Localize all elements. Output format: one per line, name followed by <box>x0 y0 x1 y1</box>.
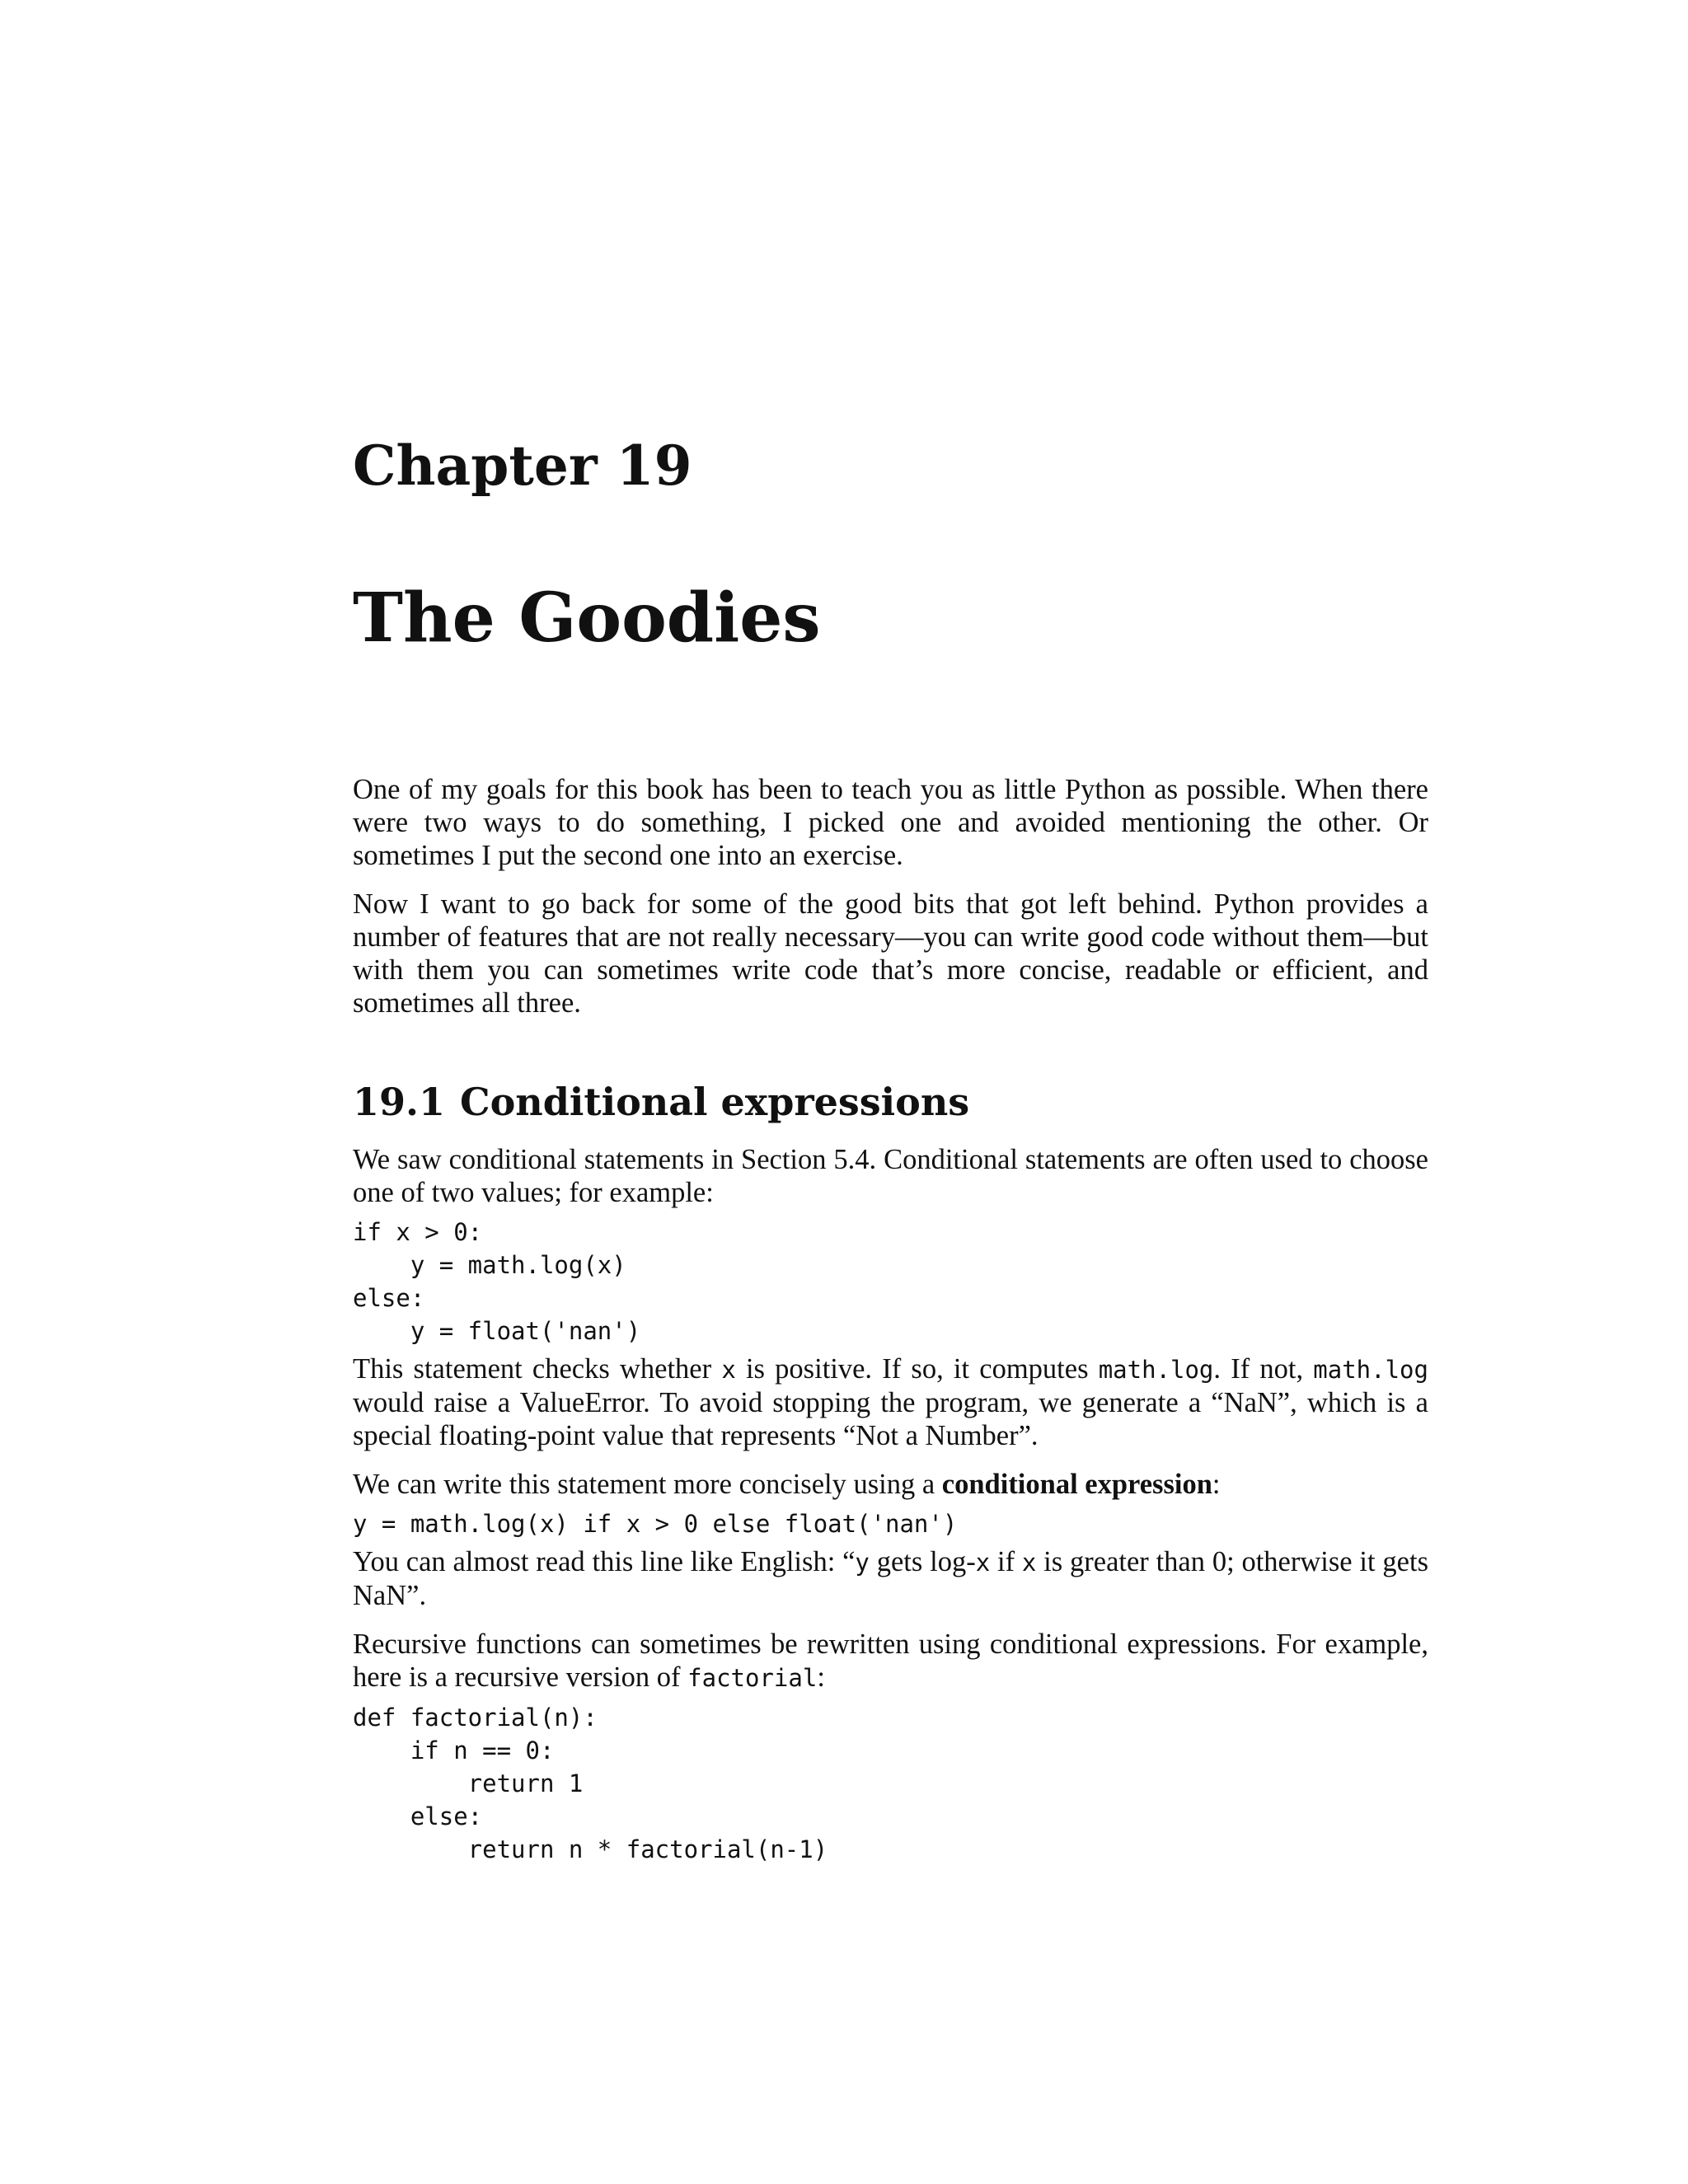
section-paragraph-3: We can write this statement more concisely using a conditional expression: <box>353 1469 1221 1500</box>
section-title: Conditional expressions <box>460 1080 970 1124</box>
section-paragraph-5: Recursive functions can sometimes be rewritten using conditional expressions. For example, here is a recursive version of factorial: <box>353 1629 1428 1693</box>
code-block-conditional-expression: y = math.log(x) if x > 0 else float('nan') <box>353 1510 958 1538</box>
inline-code: x <box>721 1356 736 1384</box>
bold-term: conditional expression <box>941 1469 1212 1500</box>
section-heading <box>353 1079 1428 1125</box>
section-number: 19.1 <box>353 1080 446 1124</box>
inline-code: math.log <box>1098 1356 1214 1384</box>
intro-paragraph-1: One of my goals for this book has been to teach you as little Python as possible. When there were two ways to do something, I picked one and avoided mentioning the other. Or sometimes I put the second one into an exercise. <box>353 774 1428 871</box>
inline-code: x <box>975 1549 991 1577</box>
code-block-factorial: def factorial(n): if n == 0: return 1 else: return n * factorial(n-1) <box>353 1704 828 1863</box>
chapter-label: Chapter 19 <box>353 434 692 498</box>
section-paragraph-4: You can almost read this line like English: “y gets log-x if x is greater than 0; otherwise it gets NaN”. <box>353 1546 1428 1611</box>
inline-code: x <box>1021 1549 1037 1577</box>
inline-code: math.log <box>1313 1356 1428 1384</box>
page-body <box>353 773 1428 1871</box>
section-paragraph-2: This statement checks whether x is positive. If so, it computes math.log. If not, math.log would raise a ValueError. To avoid stopping the program, we generate a “NaN”, which is a special floating-point value that represents “Not a Number”. <box>353 1353 1428 1451</box>
section-paragraph-1: We saw conditional statements in Section 5.4. Conditional statements are often used to choose one of two values; for example: <box>353 1144 1428 1208</box>
intro-paragraph-2: Now I want to go back for some of the good bits that got left behind. Python provides a number of features that are not really necessary—you can write good code without them—but with them you can sometimes write code that’s more concise, readable or efficient, and sometimes all three. <box>353 888 1428 1019</box>
chapter-title: The Goodies <box>353 579 821 658</box>
inline-code: y <box>855 1549 870 1577</box>
inline-code: factorial <box>687 1664 818 1692</box>
code-block-if-else: if x > 0: y = math.log(x) else: y = float('nan') <box>353 1218 641 1345</box>
